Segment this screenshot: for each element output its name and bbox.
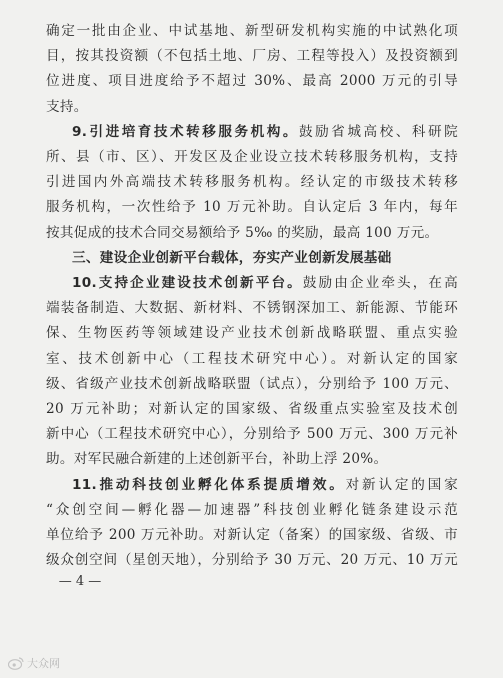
paragraph-line: 20 万元补助；对新认定的国家级、省级重点实验室及技术创 — [46, 401, 458, 417]
item-9-first-rest: 鼓励省城高校、科研院 — [299, 123, 459, 140]
item-11-title: 11.推动科技创业孵化体系提质增效。 — [72, 476, 346, 493]
paragraph-line: 级众创空间（星创天地），分别给予 30 万元、20 万元、10 万元 — [46, 552, 458, 569]
paragraph-line: 端装备制造、大数据、新材料、不锈钢深加工、新能源、节能环 — [46, 300, 458, 317]
paragraph-line: 按其促成的技术合同交易额给予 5‰ 的奖励，最高 100 万元。 — [46, 224, 439, 241]
item-9-first-line — [72, 123, 458, 141]
item-10-first-rest: 鼓励由企业牵头，在高 — [302, 275, 459, 291]
paragraph-line: 助。对军民融合新建的上述创新平台，补助上浮 20%。 — [46, 451, 388, 468]
item-9-title: 9.引进培育技术转移服务机构。 — [72, 123, 300, 140]
paragraph-line: 单位给予 200 万元补助。对新认定（备案）的国家级、省级、市 — [46, 527, 458, 543]
item-10-first-line — [72, 274, 458, 292]
page-number: — 4 — — [58, 574, 102, 590]
paragraph-line: 目，按其投资额（不包括土地、厂房、工程等投入）及投资额到 — [46, 48, 458, 65]
paragraph-line: 新中心（工程技术研究中心），分别给予 500 万元、300 万元补 — [46, 426, 458, 443]
item-10-title: 10.支持企业建设技术创新平台。 — [72, 275, 303, 291]
section-heading: 三、建设企业创新平台载体，夯实产业创新发展基础 — [72, 249, 392, 266]
paragraph-line: 级、省级产业技术创新战略联盟（试点），分别给予 100 万元、 — [46, 375, 458, 392]
watermark — [8, 655, 60, 671]
paragraph-line: “众创空间—孵化器—加速器”科技创业孵化链条建设示范 — [46, 501, 458, 518]
paragraph-line: 所、县（市、区）、开发区及企业设立技术转移服务机构，支持 — [46, 149, 458, 165]
item-11-first-rest: 对新认定的国家 — [345, 476, 458, 493]
item-11-first-line — [72, 476, 458, 494]
paragraph-line: 引进国内外高端技术转移服务机构。经认定的市级技术转移 — [46, 174, 458, 191]
watermark-text: 大众网 — [27, 657, 60, 670]
paragraph-line: 确定一批由企业、中试基地、新型研发机构实施的中试熟化项 — [46, 23, 458, 39]
paragraph-line: 保、生物医药等领域建设产业技术创新战略联盟、重点实验 — [46, 325, 458, 342]
weibo-logo-icon — [8, 656, 24, 670]
paragraph-line: 服务机构，一次性给予 10 万元补助。自认定后 3 年内，每年 — [46, 199, 458, 216]
paragraph-line: 位进度、项目进度给予不超过 30%、最高 2000 万元的引导 — [46, 73, 458, 90]
paragraph-line: 室、技术创新中心（工程技术研究中心）。对新认定的国家 — [46, 350, 458, 367]
paragraph-line: 支持。 — [46, 98, 88, 115]
